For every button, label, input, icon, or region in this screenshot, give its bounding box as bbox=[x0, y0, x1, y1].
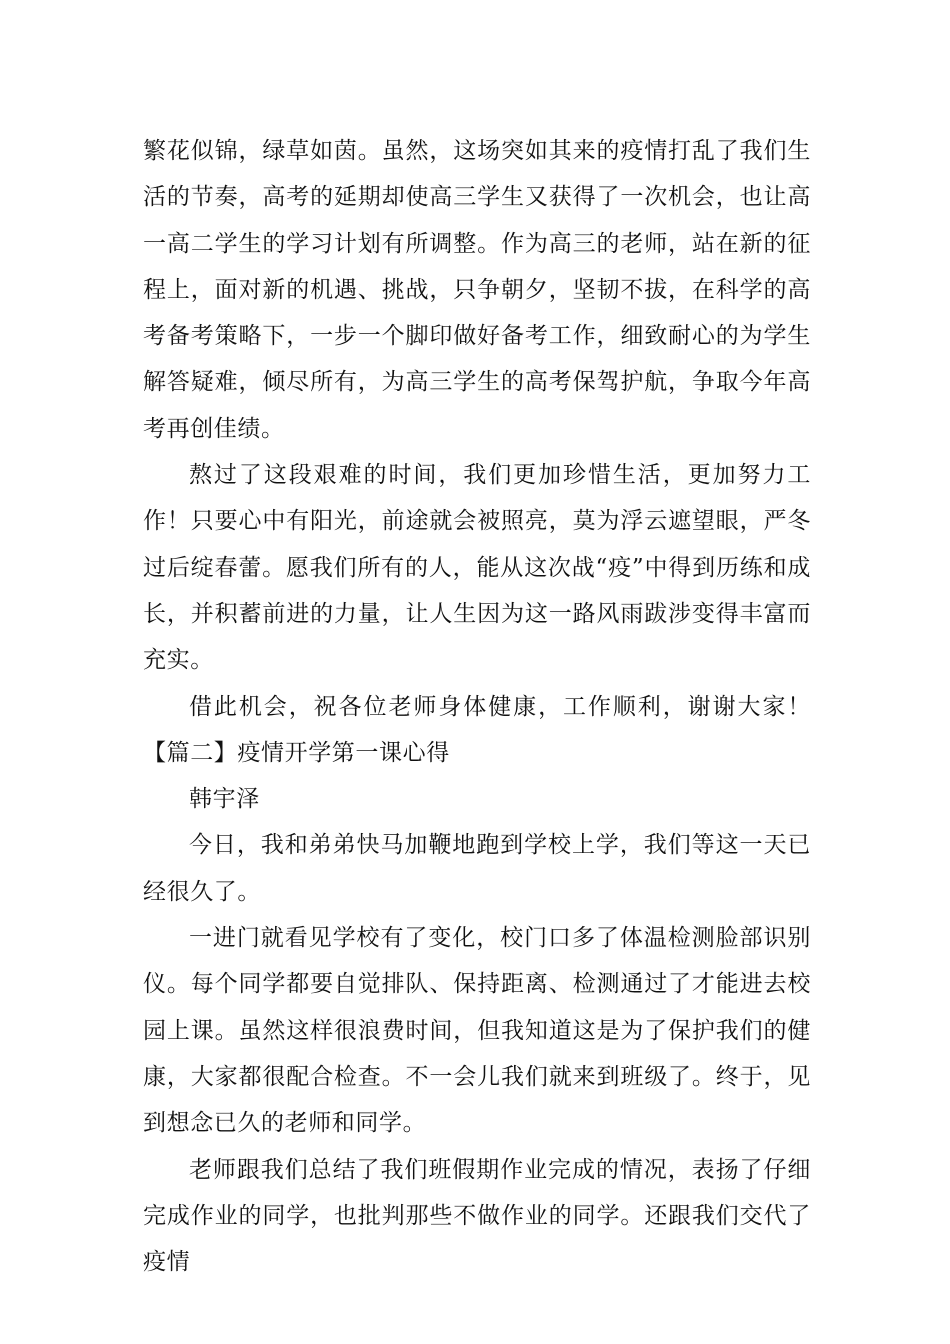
document-body bbox=[143, 128, 811, 1285]
paragraph-7: 老师跟我们总结了我们班假期作业完成的情况，表扬了仔细完成作业的同学，也批判那些不做作业的同学。还跟我们交代了疫情 bbox=[143, 1156, 811, 1276]
paragraph-3: 借此机会，祝各位老师身体健康，工作顺利，谢谢大家！【篇二】疫情开学第一课心得 bbox=[143, 693, 811, 766]
author-name: 韩宇泽 bbox=[189, 786, 260, 813]
paragraph-5: 今日，我和弟弟快马加鞭地跑到学校上学，我们等这一天已经很久了。 bbox=[143, 832, 811, 905]
paragraph-2: 熬过了这段艰难的时间，我们更加珍惜生活，更加努力工作！只要心中有阳光，前途就会被照亮，莫为浮云遮望眼，严冬过后绽春蕾。愿我们所有的人，能从这次战“疫”中得到历练和成长，并积蓄前进的力量，让人生因为这一路风雨跋涉变得丰富而充实。 bbox=[143, 462, 811, 674]
paragraph-1: 繁花似锦，绿草如茵。虽然，这场突如其来的疫情打乱了我们生活的节奏，高考的延期却使高三学生又获得了一次机会，也让高一高二学生的学习计划有所调整。作为高三的老师，站在新的征程上，面对新的机遇、挑战，只争朝夕，坚韧不拔，在科学的高考备考策略下，一步一个脚印做好备考工作，细致耐心的为学生解答疑难，倾尽所有，为高三学生的高考保驾护航，争取今年高考再创佳绩。 bbox=[143, 138, 811, 442]
paragraph-6: 一进门就看见学校有了变化，校门口多了体温检测脸部识别仪。每个同学都要自觉排队、保持距离、检测通过了才能进去校园上课。虽然这样很浪费时间，但我知道这是为了保护我们的健康，大家都很配合检查。不一会儿我们就来到班级了。终于，见到想念已久的老师和同学。 bbox=[143, 925, 811, 1137]
